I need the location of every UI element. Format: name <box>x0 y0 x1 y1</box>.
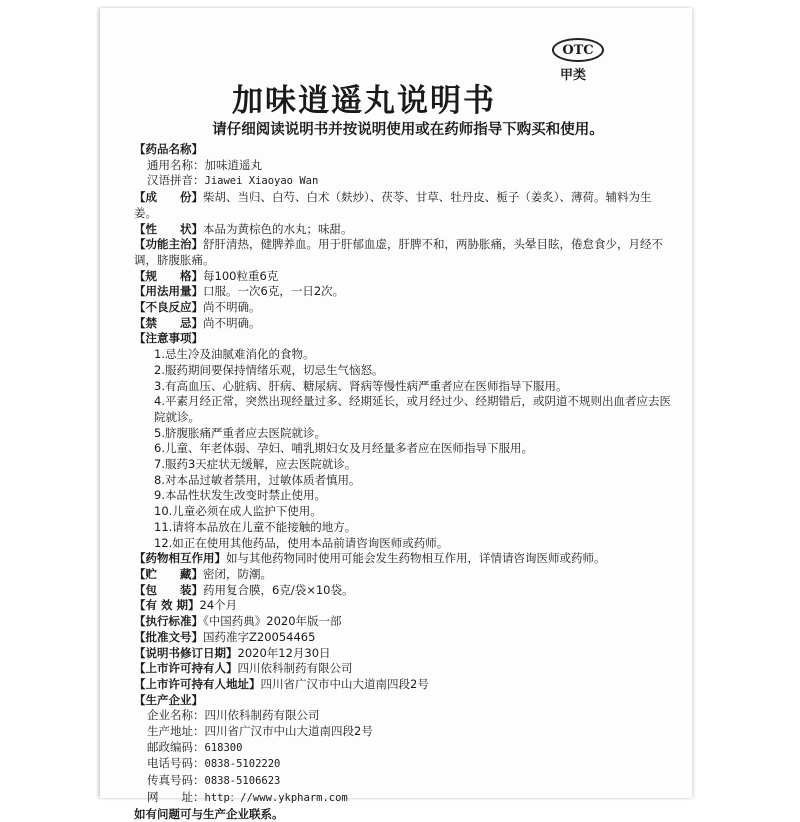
interaction-value: 如与其他药物同时使用可能会发生药物相互作用，详情请咨询医师或药师。 <box>226 551 606 566</box>
production-address-row <box>134 724 674 740</box>
manufacturer-heading: 【生产企业】 <box>134 692 203 707</box>
revision-label: 【说明书修订日期】 <box>134 645 238 660</box>
holder-address-row <box>134 677 674 693</box>
interaction-row <box>134 551 674 567</box>
holder-value: 四川依科制药有限公司 <box>237 661 353 676</box>
company-name-label: 企业名称： <box>147 708 205 723</box>
indication-label: 【功能主治】 <box>134 237 203 252</box>
phone-value: 0838-5102220 <box>204 758 281 771</box>
fax-label: 传真号码： <box>147 773 205 788</box>
fax-value: 0838-5106623 <box>204 775 281 788</box>
website-value: http：//www.ykpharm.com <box>204 791 348 804</box>
page-title: 加味逍遥丸说明书 <box>232 83 496 119</box>
appearance-row <box>134 222 674 238</box>
page-subtitle: 请仔细阅读说明书并按说明使用或在药师指导下购买和使用。 <box>212 122 604 138</box>
pinyin-label: 汉语拼音： <box>147 173 205 188</box>
validity-row <box>134 598 674 614</box>
standard-value: 《中国药典》2020年版一部 <box>203 614 342 629</box>
validity-value: 24个月 <box>199 598 238 613</box>
precaution-item: 4.平素月经正常，突然出现经量过多、经期延长，或月经过少、经期错后，或阴道不规则出血者应去医院就诊。 <box>154 394 671 424</box>
company-name-value: 四川依科制药有限公司 <box>204 708 320 723</box>
holder-label: 【上市许可持有人】 <box>134 661 238 676</box>
appearance-label: 【性 状】 <box>134 221 203 236</box>
indication-row <box>134 237 674 268</box>
package-label: 【包 装】 <box>134 582 203 597</box>
pinyin-value: Jiawei Xiaoyao Wan <box>204 175 319 188</box>
precaution-item: 6.儿童、年老体弱、孕妇、哺乳期妇女及月经量多者应在医师指导下服用。 <box>154 441 533 456</box>
pinyin-row <box>134 173 674 190</box>
revision-value: 2020年12月30日 <box>237 645 331 660</box>
approval-row <box>134 630 674 646</box>
company-name-row <box>134 708 674 724</box>
revision-row <box>134 646 674 662</box>
precaution-item: 8.对本品过敏者禁用，过敏体质者慎用。 <box>154 472 361 487</box>
holder-address-label: 【上市许可持有人地址】 <box>134 676 261 691</box>
ingredients-label: 【成 份】 <box>134 190 203 205</box>
precaution-item: 1.忌生冷及油腻难消化的食物。 <box>154 347 315 362</box>
standard-row <box>134 614 674 630</box>
contraindication-row <box>134 316 674 332</box>
common-name-label: 通用名称： <box>147 157 205 172</box>
precaution-item: 11.请将本品放在儿童不能接触的地方。 <box>154 519 357 534</box>
otc-badge: OTC <box>552 38 604 62</box>
appearance-value: 本品为黄棕色的水丸；味甜。 <box>203 221 353 236</box>
website-row <box>134 790 674 807</box>
dosage-label: 【用法用量】 <box>134 284 203 299</box>
precaution-item: 7.服药3天症状无缓解，应去医院就诊。 <box>154 457 357 472</box>
spec-label: 【规 格】 <box>134 268 203 283</box>
zip-value: 618300 <box>204 741 243 754</box>
approval-value: 国药准字Z20054465 <box>203 629 316 644</box>
adverse-label: 【不良反应】 <box>134 300 203 315</box>
production-address-value: 四川省广汉市中山大道南四段2号 <box>204 724 373 739</box>
dosage-value: 口服。一次6克，一日2次。 <box>203 284 345 299</box>
otc-class-label: 甲类 <box>560 68 587 83</box>
precaution-item: 12.如正在使用其他药品，使用本品前请咨询医师或药师。 <box>154 535 449 550</box>
package-value: 药用复合膜，6克/袋×10袋。 <box>203 582 354 597</box>
approval-label: 【批准文号】 <box>134 629 203 644</box>
leaflet-content <box>134 142 674 822</box>
adverse-row <box>134 300 674 316</box>
storage-label: 【贮 藏】 <box>134 566 203 581</box>
common-name-row <box>134 158 674 174</box>
holder-address-value: 四川省广汉市中山大道南四段2号 <box>260 676 429 691</box>
precaution-item: 9.本品性状发生改变时禁止使用。 <box>154 488 326 503</box>
spec-value: 每100粒重6克 <box>203 268 279 283</box>
contact-footer: 如有问题可与生产企业联系。 <box>134 806 284 821</box>
spec-row <box>134 269 674 285</box>
precaution-item: 5.脐腹胀痛严重者应去医院就诊。 <box>154 425 326 440</box>
drug-name-heading: 【药品名称】 <box>134 142 203 156</box>
phone-row <box>134 756 674 773</box>
precaution-item: 3.有高血压、心脏病、肝病、糖尿病、肾病等慢性病严重者应在医师指导下服用。 <box>154 378 568 393</box>
fax-row <box>134 773 674 790</box>
zip-row <box>134 740 674 757</box>
common-name-value: 加味逍遥丸 <box>204 157 262 172</box>
holder-row <box>134 661 674 677</box>
phone-label: 电话号码： <box>147 756 205 771</box>
ingredients-row <box>134 190 674 221</box>
contraindication-value: 尚不明确。 <box>203 315 261 330</box>
website-label: 网 址： <box>147 789 205 804</box>
package-row <box>134 583 674 599</box>
precautions-heading: 【注意事项】 <box>134 331 203 346</box>
interaction-label: 【药物相互作用】 <box>134 551 226 566</box>
standard-label: 【执行标准】 <box>134 614 203 629</box>
ingredients-value: 柴胡、当归、白芍、白术（麸炒）、茯苓、甘草、牡丹皮、栀子（姜炙）、薄荷。辅料为生姜。 <box>134 190 652 220</box>
indication-value: 舒肝清热，健脾养血。用于肝郁血虚，肝脾不和，两胁胀痛，头晕目眩，倦怠食少，月经不调，脐腹胀痛。 <box>134 237 663 267</box>
precaution-item: 10.儿童必须在成人监护下使用。 <box>154 504 322 519</box>
adverse-value: 尚不明确。 <box>203 300 261 315</box>
storage-value: 密闭，防潮。 <box>203 566 272 581</box>
dosage-row <box>134 284 674 300</box>
storage-row <box>134 567 674 583</box>
validity-label: 【有 效 期】 <box>134 598 200 613</box>
zip-label: 邮政编码： <box>147 739 205 754</box>
precaution-item: 2.服药期间要保持情绪乐观，切忌生气恼怒。 <box>154 362 384 377</box>
contraindication-label: 【禁 忌】 <box>134 315 203 330</box>
production-address-label: 生产地址： <box>147 724 205 739</box>
